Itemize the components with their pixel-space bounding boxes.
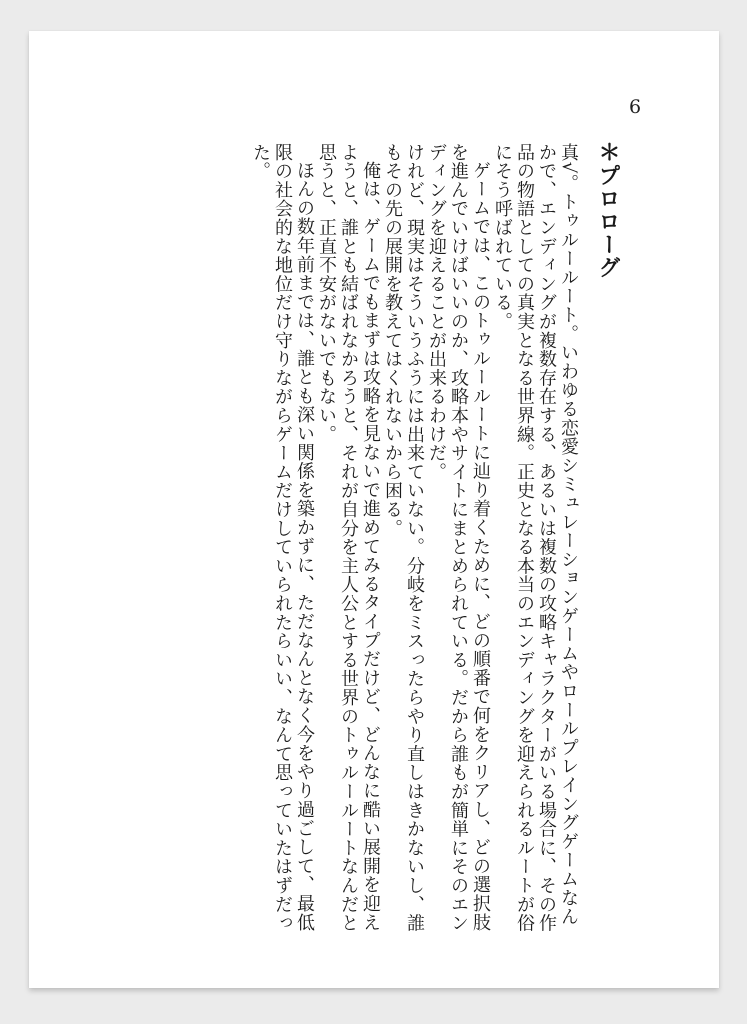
body-text	[179, 143, 579, 933]
paragraph-5: ほんの数年前までは、誰とも深い関係を築かずに、ただなんとなく今をやり過ごして、最低限の社会的な地位だけ守りながらゲームだけしていられたらいい、なんて思っていたはずだった。	[250, 143, 315, 933]
book-page	[29, 31, 719, 988]
paragraph-3: けれど、現実はそういうふうには出来ていない。分岐をミスったらやり直しはきかないし、誰もその先の展開を教えてはくれないから困る。	[382, 143, 425, 933]
paragraph-1: 真√。トゥルールート。いわゆる恋愛シミュレーションゲームやロールプレイングゲームなんかで、エンディングが複数存在する、あるいは複数の攻略キャラクターがいる場合に、その作品の物語としての真実となる世界線。正史となる本当のエンディングを迎えられるルートが俗にそう呼ばれている。	[492, 143, 579, 933]
chapter-title: ＊プロローグ	[595, 141, 620, 279]
page-number: 6	[629, 96, 642, 118]
paragraph-2: ゲームでは、このトゥルールートに辿り着くために、どの順番で何をクリアし、どの選択肢を進んでいけばいいのか、攻略本やサイトにまとめられている。だから誰もが簡単にそのエンディングを迎えることが出来るわけだ。	[426, 143, 491, 933]
paragraph-4: 俺は、ゲームでもまずは攻略を見ないで進めてみるタイプだけど、どんなに酷い展開を迎えようと、誰とも結ばれなかろうと、それが自分を主人公とする世界のトゥルールートなんだと思うと、正直不安がないでもない。	[316, 143, 381, 933]
